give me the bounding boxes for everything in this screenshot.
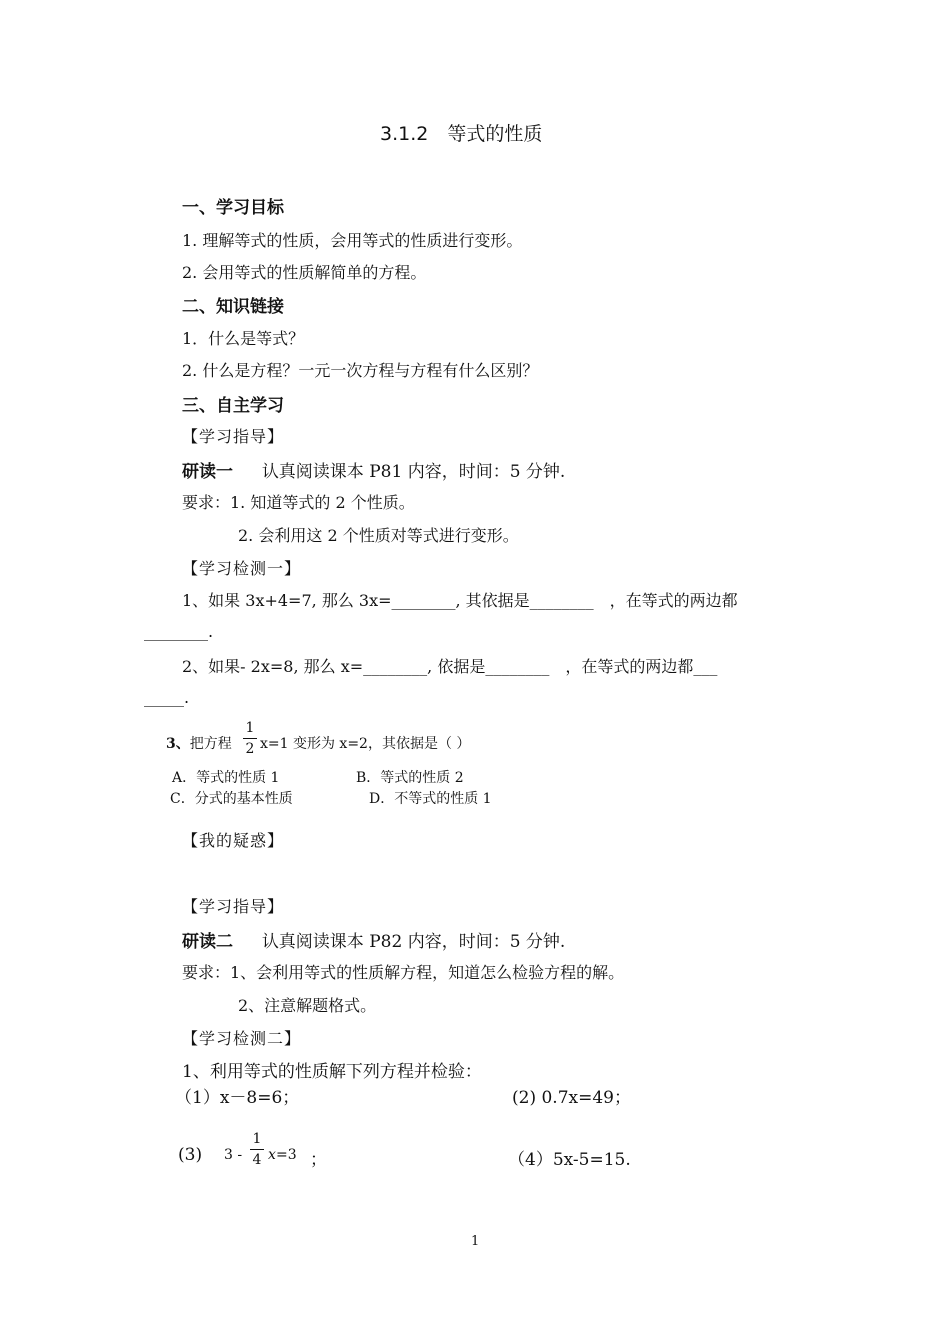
- option-c: C．分式的基本性质: [170, 791, 293, 807]
- check-label-2: 【学习检测二】: [182, 1029, 302, 1048]
- question-3-number: 3、: [166, 736, 190, 752]
- question-3-text-a: 把方程: [189, 736, 232, 752]
- question-2-line-1: 2、如果- 2x=8, 那么 x=________, 依据是________ ，在等式的两边都___: [182, 657, 718, 676]
- equation-3-end: ；: [310, 1150, 327, 1170]
- reading-1-label: 研读一: [182, 462, 233, 482]
- equation-3-b: =3: [276, 1147, 297, 1163]
- guide-label-2: 【学习指导】: [182, 897, 285, 916]
- requirement-1-2: 2. 会利用这 2 个性质对等式进行变形。: [238, 526, 519, 545]
- equation-2: (2) 0.7x=49；: [512, 1088, 631, 1108]
- question-3-fraction: [243, 719, 257, 758]
- equation-3-a: 3 -: [224, 1147, 243, 1163]
- reading-1: [182, 457, 565, 482]
- question-3-text-b: x=1 变形为 x=2，其依据是（ ）: [260, 736, 471, 752]
- equation-3-fraction: [250, 1130, 264, 1169]
- equation-4: （4）5x-5=15.: [508, 1150, 631, 1170]
- page-number: 1: [471, 1234, 480, 1249]
- section-heading-self-study: 三、自主学习: [182, 396, 284, 416]
- requirement-1-1: 要求：1. 知道等式的 2 个性质。: [182, 493, 415, 512]
- requirement-2-1: 要求：1、会利用等式的性质解方程，知道怎么检验方程的解。: [182, 963, 625, 982]
- check-label-1: 【学习检测一】: [182, 559, 302, 578]
- option-a: A．等式的性质 1: [172, 770, 280, 786]
- guide-label-1: 【学习指导】: [182, 427, 285, 446]
- reading-1-text: 认真阅读课本 P81 内容，时间：5 分钟.: [261, 462, 566, 482]
- doubts-label: 【我的疑惑】: [182, 831, 285, 850]
- requirement-2-2: 2、注意解题格式。: [238, 996, 377, 1015]
- check-2-question-1: 1、利用等式的性质解下列方程并检验：: [182, 1062, 482, 1082]
- knowledge-item-2: 2. 什么是方程？一元一次方程与方程有什么区别？: [182, 361, 539, 380]
- equation-3-denominator: 4: [252, 1152, 262, 1168]
- reading-2-label: 研读二: [182, 932, 233, 952]
- equation-3-numerator: 1: [252, 1131, 262, 1147]
- equation-3-x: x: [268, 1147, 276, 1163]
- question-1-line-2: ________.: [144, 622, 214, 641]
- question-2-line-2: _____.: [144, 688, 190, 707]
- question-3: [166, 733, 232, 753]
- section-heading-goals: 一、学习目标: [182, 198, 284, 218]
- option-d: D．不等式的性质 1: [369, 791, 492, 807]
- goal-item-2: 2. 会用等式的性质解简单的方程。: [182, 263, 427, 282]
- knowledge-item-1: 1．什么是等式？: [182, 329, 305, 348]
- reading-2: [182, 927, 565, 952]
- equation-1: （1）x－8=6；: [175, 1088, 300, 1108]
- reading-2-text: 认真阅读课本 P82 内容，时间：5 分钟.: [261, 932, 566, 952]
- page-title: 3.1.2 等式的性质: [380, 123, 543, 145]
- fraction-numerator: 1: [245, 720, 255, 736]
- section-heading-knowledge: 二、知识链接: [182, 297, 284, 317]
- equation-3-prefix: (3): [178, 1145, 203, 1165]
- goal-item-1: 1. 理解等式的性质，会用等式的性质进行变形。: [182, 231, 523, 250]
- option-b: B．等式的性质 2: [356, 770, 464, 786]
- fraction-denominator: 2: [245, 741, 255, 757]
- question-1-line-1: 1、如果 3x+4=7, 那么 3x=________, 其依据是________ ，在等式的两边都: [182, 591, 738, 610]
